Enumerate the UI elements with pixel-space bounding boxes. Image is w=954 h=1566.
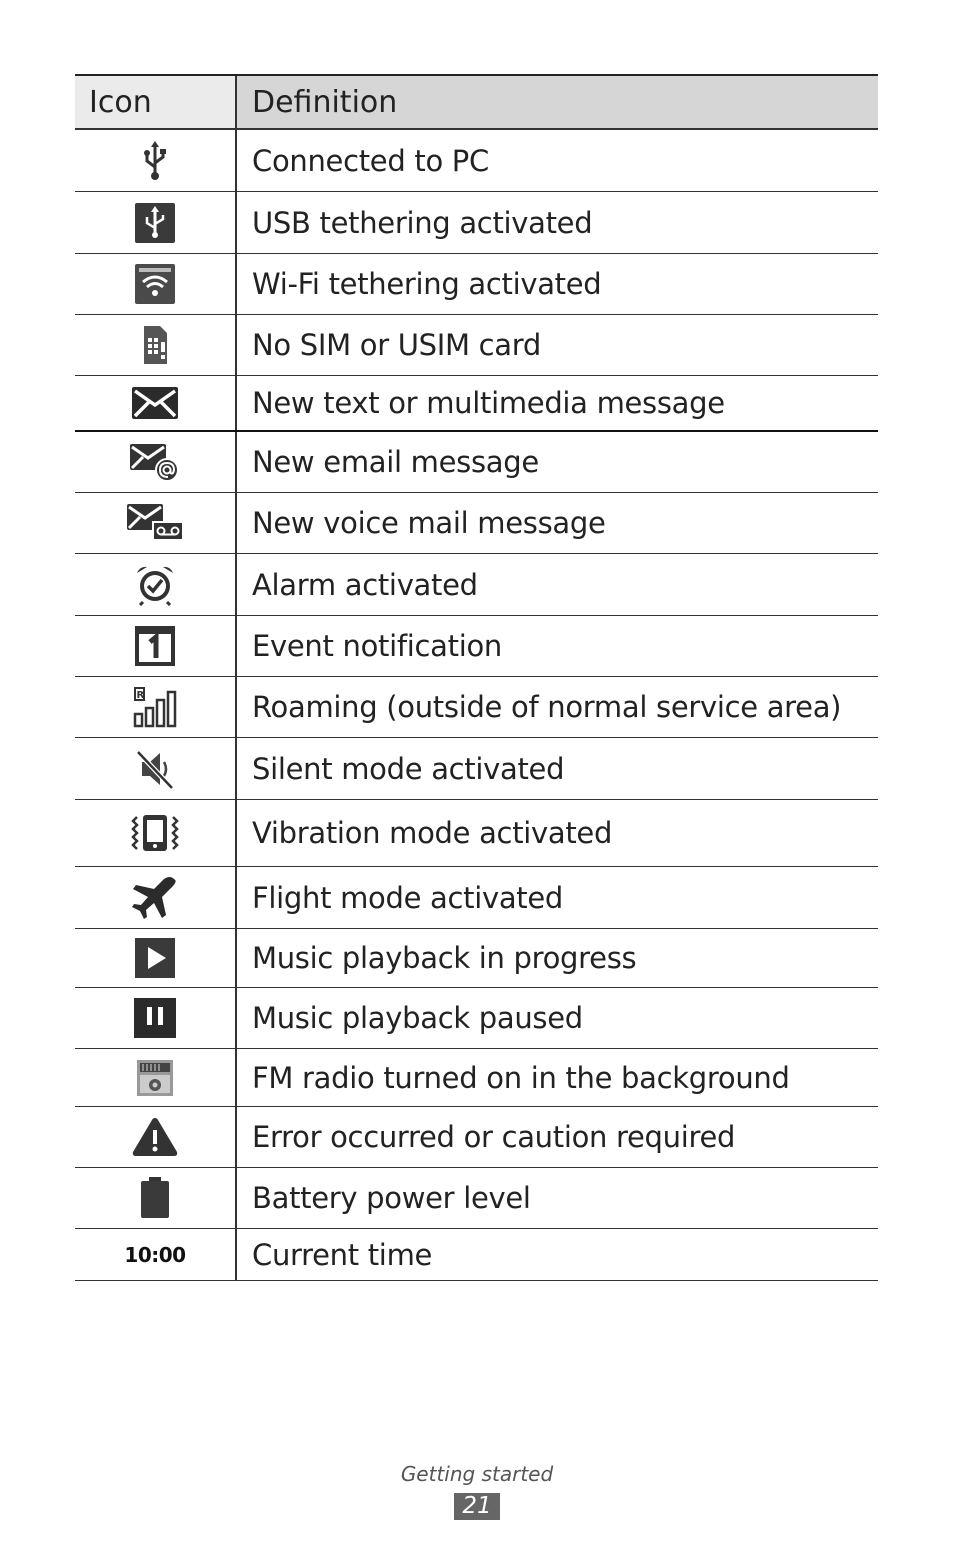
row-definition: Wi-Fi tethering activated bbox=[252, 267, 602, 301]
table-row bbox=[75, 867, 878, 929]
table-row bbox=[75, 493, 878, 554]
silent-icon bbox=[134, 748, 176, 790]
pause-icon bbox=[134, 998, 176, 1038]
row-definition: Alarm activated bbox=[252, 567, 478, 602]
svg-text:R: R bbox=[136, 690, 145, 701]
message-icon bbox=[132, 387, 178, 419]
page-number: 21 bbox=[454, 1493, 500, 1520]
table-row bbox=[75, 315, 878, 376]
table-row bbox=[75, 1229, 878, 1281]
vibration-icon bbox=[129, 811, 181, 855]
table-row bbox=[75, 1049, 878, 1107]
table-row bbox=[75, 738, 878, 800]
warning-icon bbox=[132, 1117, 178, 1157]
flight-icon bbox=[132, 877, 178, 919]
table-row bbox=[75, 616, 878, 677]
row-definition: Music playback in progress bbox=[252, 941, 637, 975]
play-icon bbox=[135, 938, 175, 978]
table-row bbox=[75, 554, 878, 616]
no-sim-icon bbox=[140, 324, 170, 366]
table-row bbox=[75, 929, 878, 988]
table-row bbox=[75, 254, 878, 315]
table-row bbox=[75, 130, 878, 192]
usb-icon bbox=[140, 141, 170, 181]
battery-icon bbox=[140, 1177, 170, 1219]
table-header bbox=[75, 76, 878, 130]
row-definition: Silent mode activated bbox=[252, 751, 565, 786]
header-definition: Definition bbox=[237, 76, 878, 128]
row-definition: Error occurred or caution required bbox=[252, 1120, 736, 1154]
fm-radio-icon bbox=[137, 1060, 173, 1096]
table-row bbox=[75, 192, 878, 254]
row-definition: Roaming (outside of normal service area) bbox=[252, 690, 842, 724]
row-definition: No SIM or USIM card bbox=[252, 328, 542, 362]
row-definition: Current time bbox=[252, 1237, 433, 1272]
row-definition: New email message bbox=[252, 445, 539, 479]
row-definition: FM radio turned on in the background bbox=[252, 1060, 790, 1095]
header-icon: Icon bbox=[75, 76, 237, 128]
table-row bbox=[75, 800, 878, 867]
voicemail-icon bbox=[127, 504, 183, 542]
row-definition: Vibration mode activated bbox=[252, 816, 613, 850]
event-icon bbox=[134, 625, 176, 667]
section-label: Getting started bbox=[400, 1462, 554, 1486]
row-definition: USB tethering activated bbox=[252, 205, 593, 240]
icon-definition-table bbox=[75, 74, 878, 1281]
table-row bbox=[75, 1168, 878, 1229]
row-definition: Battery power level bbox=[252, 1181, 531, 1215]
table-row bbox=[75, 988, 878, 1049]
wifi-tethering-icon bbox=[135, 264, 175, 304]
row-definition: Music playback paused bbox=[252, 1001, 583, 1035]
alarm-icon bbox=[135, 564, 175, 606]
table-row bbox=[75, 677, 878, 738]
email-icon bbox=[130, 442, 180, 482]
row-definition: Flight mode activated bbox=[252, 880, 564, 915]
row-definition: Connected to PC bbox=[252, 143, 489, 178]
table-row bbox=[75, 376, 878, 432]
roaming-icon bbox=[133, 686, 177, 728]
table-row bbox=[75, 1107, 878, 1168]
clock-text: 10:00 bbox=[124, 1242, 186, 1267]
table-row bbox=[75, 432, 878, 493]
row-definition: Event notification bbox=[252, 629, 502, 663]
row-definition: New text or multimedia message bbox=[252, 386, 725, 420]
usb-tethering-icon bbox=[135, 203, 175, 243]
row-definition: New voice mail message bbox=[252, 506, 606, 540]
